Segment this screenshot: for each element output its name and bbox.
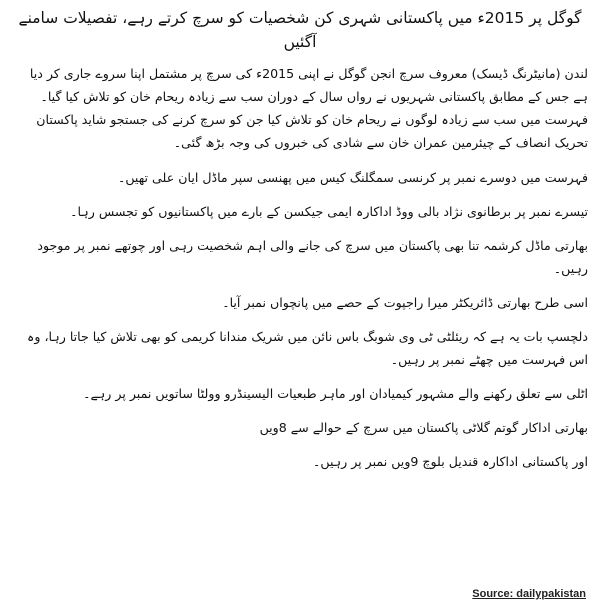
- paragraph-eighth-place: بھارتی اداکار گوتم گلاٹی پاکستان میں سرچ کے حوالے سے 8ویں: [259, 420, 588, 435]
- paragraph-second-place: فہرست میں دوسرے نمبر پر کرنسی سمگلنگ کیس میں پھنسی سپر ماڈل ایان علی تھیں۔: [117, 170, 588, 185]
- paragraph-sixth-place: دلچسپ بات یہ ہے کہ ریئلٹی ٹی وی شوبگ باس نائن میں شریک مندانا کریمی کو بھی تلاش کیا جاتا رہا، وہ اس فہرست میں چھٹے نمبر پر رہیں۔: [27, 329, 588, 367]
- headline: گوگل پر 2015ء میں پاکستانی شہری کن شخصیات کو سرچ کرتے رہے، تفصیلات سامنے آگئیں: [18, 9, 582, 51]
- paragraph-seventh-place: اٹلی سے تعلق رکھنے والے مشہور کیمیادان اور ماہر طبعیات الیسینڈرو وولٹا ساتویں نمبر پر رہے۔: [83, 386, 588, 401]
- paragraph-ninth-place: اور پاکستانی اداکارہ قندیل بلوچ 9ویں نمبر پر رہیں۔: [313, 454, 588, 469]
- intro-paragraph: لندن (مانیٹرنگ ڈیسک) معروف سرچ انجن گوگل نے اپنی 2015ء کی سرچ پر مشتمل اپنا سروے جاری کر دیا ہے جس کے مطابق پاکستانی شہریوں نے رواں سال کے دوران سب سے زیادہ ریحام خان کو تلاش کیا گیا۔ فہرست میں سب سے زیادہ لوگوں نے ریحام خان کو تلاش کیا جن کو سرچ کرنے کی جستجو شاید پاکستان تحریک انصاف کے چیئرمین عمران خان سے شادی کی خبروں کی وجہ بڑھ گئی۔: [29, 66, 588, 150]
- paragraph-fourth-place: بھارتی ماڈل کرشمہ تنا بھی پاکستان میں سرچ کی جانے والی اہم شخصیت رہی اور چوتھے نمبر پر موجود رہیں۔: [37, 238, 588, 276]
- paragraph-fifth-place: اسی طرح بھارتی ڈائریکٹر میرا راجپوت کے حصے میں پانچواں نمبر آیا۔: [222, 295, 588, 310]
- paragraph-third-place: تیسرے نمبر پر برطانوی نژاد بالی ووڈ اداکارہ ایمی جیکسن کے بارے میں پاکستانیوں کو تجسس رہا۔: [70, 204, 588, 219]
- source-credit: Source: dailypakistan: [472, 588, 586, 600]
